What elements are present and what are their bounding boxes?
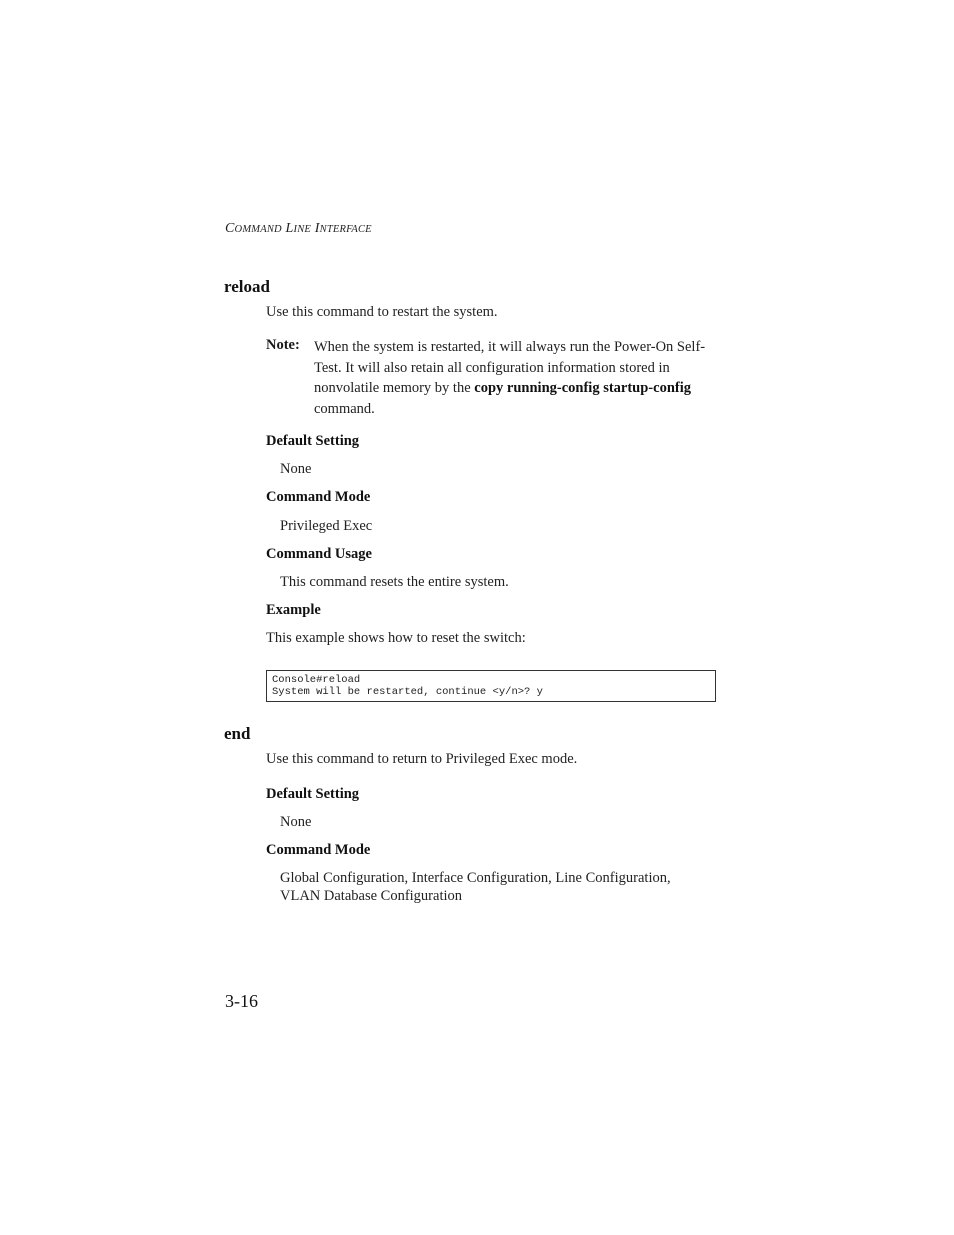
reload-default-setting-heading: Default Setting xyxy=(266,433,360,449)
reload-command-usage-value: This command resets the entire system. xyxy=(280,574,509,590)
reload-command-mode-value: Privileged Exec xyxy=(280,518,373,534)
end-default-setting-value: None xyxy=(280,814,312,830)
end-command-mode-value-line-2: VLAN Database Configuration xyxy=(280,888,463,904)
code-line: System will be restarted, continue <y/n>? y xyxy=(272,686,543,698)
note-command: copy running-config startup-config xyxy=(474,380,691,396)
end-command-mode-value-line-1: Global Configuration, Interface Configuration, Line Configuration, xyxy=(280,870,671,886)
running-head-word-3: INTERFACE xyxy=(314,221,372,236)
running-head-word-1: COMMAND xyxy=(225,221,282,236)
end-default-setting-heading: Default Setting xyxy=(266,786,360,802)
end-title: end xyxy=(224,724,251,743)
end-command-mode-heading: Command Mode xyxy=(266,842,371,858)
running-head xyxy=(225,221,372,237)
code-line: Console#reload xyxy=(272,674,361,686)
end-description: Use this command to return to Privileged Exec mode. xyxy=(266,751,578,767)
reload-description: Use this command to restart the system. xyxy=(266,304,498,320)
reload-example-intro: This example shows how to reset the switch: xyxy=(266,630,526,646)
running-head-word-2: LINE xyxy=(285,221,312,236)
note-label: Note: xyxy=(266,337,300,353)
reload-command-mode-heading: Command Mode xyxy=(266,489,371,505)
reload-default-setting-value: None xyxy=(280,461,312,477)
reload-example-heading: Example xyxy=(266,602,321,618)
note-text: When the system is restarted, it will always run the Power-On Self-Test. It will also retain all configuration information stored in nonvolatile memory by the copy running-config startup-config command. xyxy=(314,339,706,417)
reload-title: reload xyxy=(224,277,270,296)
reload-command-usage-heading: Command Usage xyxy=(266,546,372,562)
page-number: 3-16 xyxy=(225,991,258,1011)
example-code-block xyxy=(266,670,716,702)
